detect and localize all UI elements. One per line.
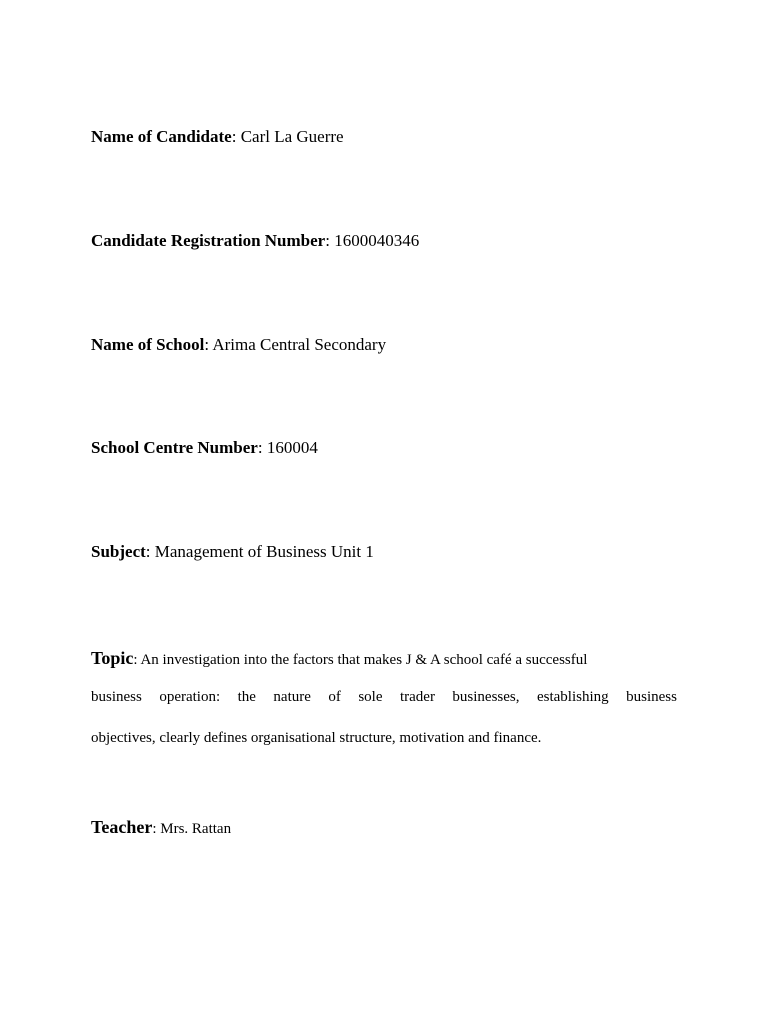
teacher-value: : Mrs. Rattan — [152, 821, 232, 837]
school-name-field — [91, 335, 386, 355]
subject-label: Subject — [91, 542, 146, 561]
topic-word: businesses, — [452, 689, 520, 705]
registration-number-value: : 1600040346 — [325, 231, 420, 250]
topic-line-1 — [91, 648, 677, 668]
candidate-name-label: Name of Candidate — [91, 127, 232, 146]
centre-number-value: : 160004 — [257, 438, 318, 457]
subject-field — [91, 542, 374, 562]
topic-text-line-1: : An investigation into the factors that makes J & A school café a successful — [133, 652, 588, 668]
candidate-name-field — [91, 127, 344, 147]
topic-word: business — [626, 689, 677, 705]
topic-word: of — [328, 689, 341, 705]
registration-number-label: Candidate Registration Number — [91, 231, 326, 250]
school-name-label: Name of School — [91, 335, 205, 354]
teacher-field — [91, 816, 231, 840]
centre-number-label: School Centre Number — [91, 438, 258, 457]
topic-label: Topic — [91, 648, 134, 668]
topic-word: business — [91, 689, 142, 705]
registration-number-field — [91, 231, 419, 251]
subject-value: : Management of Business Unit 1 — [145, 542, 374, 561]
topic-word: establishing — [536, 689, 609, 705]
topic-word: operation: — [159, 689, 221, 705]
topic-line-2 — [91, 687, 677, 707]
topic-word: nature — [273, 689, 311, 705]
topic-line-3: objectives, clearly defines organisational structure, motivation and finance. — [91, 730, 542, 746]
topic-word: sole — [358, 689, 383, 705]
centre-number-field — [91, 438, 318, 458]
teacher-label: Teacher — [91, 817, 153, 837]
candidate-name-value: : Carl La Guerre — [231, 127, 344, 146]
school-name-value: : Arima Central Secondary — [204, 335, 387, 354]
topic-word: trader — [399, 689, 435, 705]
topic-word: the — [237, 689, 256, 705]
